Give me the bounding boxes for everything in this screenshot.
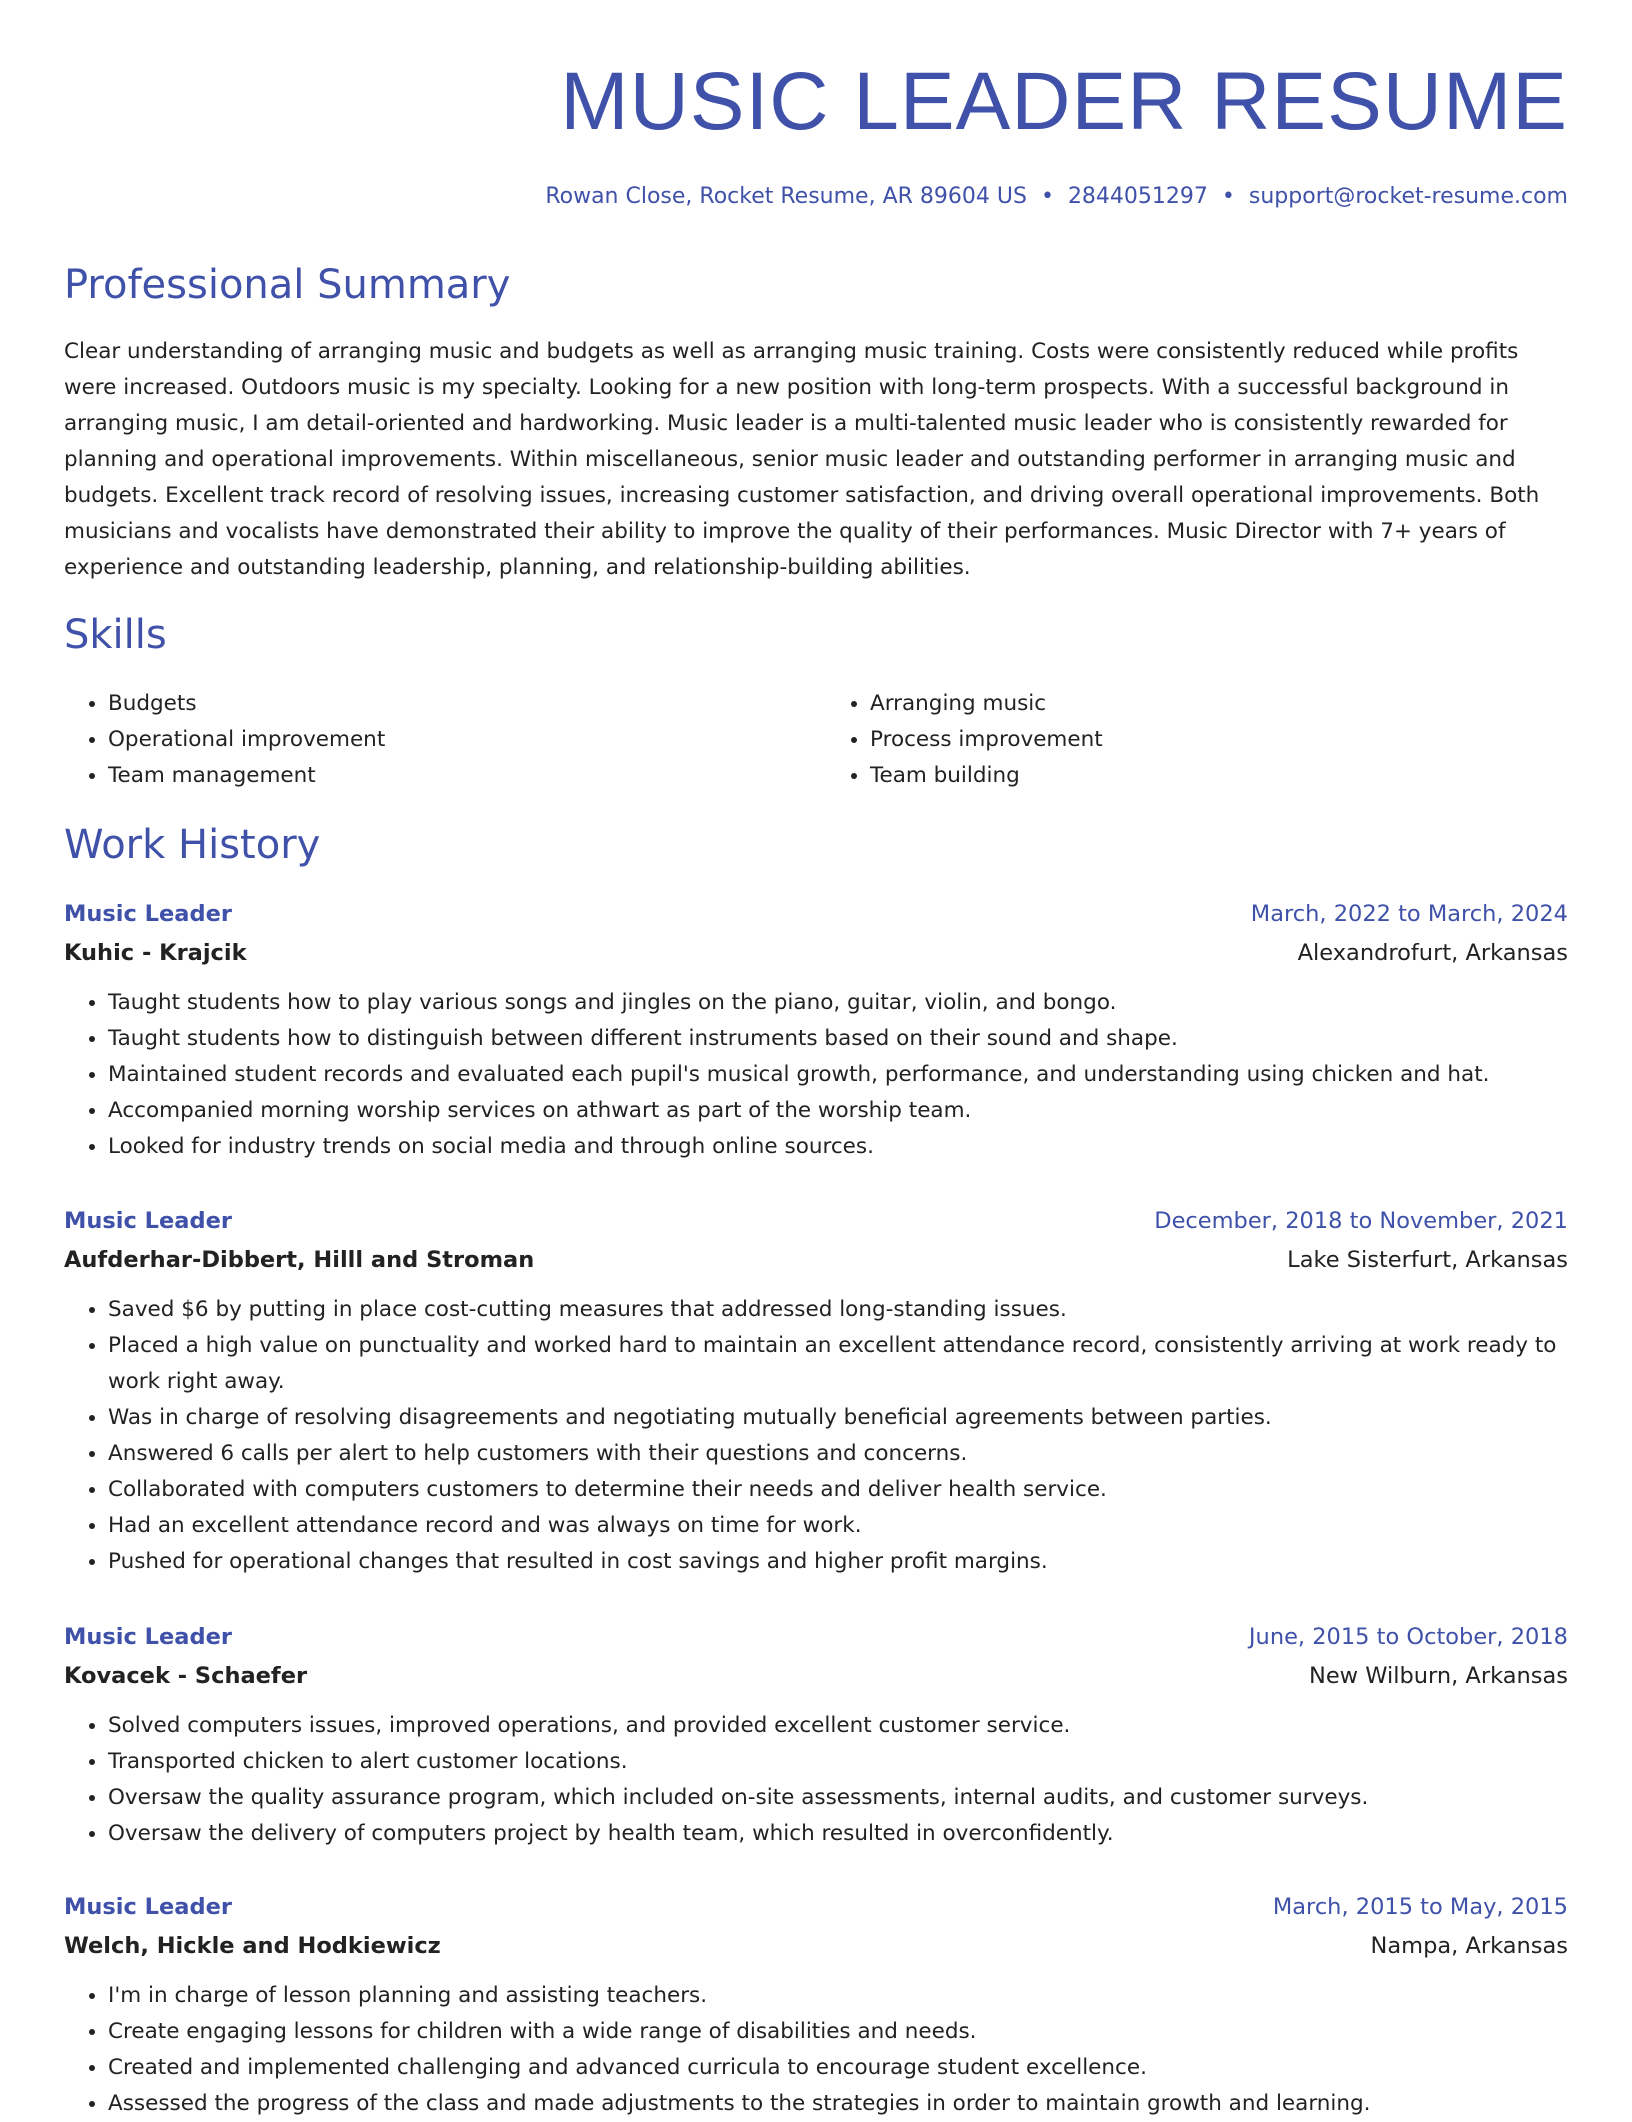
job-dates: December, 2018 to November, 2021 (1154, 1208, 1568, 1234)
job-bullet: • Answered 6 calls per alert to help customers with their questions and concerns. (108, 1436, 1568, 1472)
contact-line (545, 182, 1568, 212)
job-title: Music Leader (64, 901, 232, 927)
job-dates: March, 2022 to March, 2024 (1250, 901, 1568, 927)
job-company: Aufderhar-Dibbert, Hilll and Stroman (64, 1247, 535, 1273)
job-bullets (64, 1292, 1568, 1580)
summary-text: Clear understanding of arranging music and budgets as well as arranging music training. Costs were consistently reduced while profits were increased. Outdoors music is my specialty. Looking for a new position with long-term prospects. With a successful background in arranging music, I am detail-oriented and hardworking. Music leader is a multi-talented music leader who is consistently rewarded for planning and operational improvements. Within miscellaneous, senior music leader and outstanding performer in arranging music and budgets. Excellent track record of resolving issues, increasing customer satisfaction, and driving overall operational improvements. Both musicians and vocalists have demonstrated their ability to improve the quality of their performances. Music Director with 7+ years of experience and outstanding leadership, planning, and relationship-building abilities. (64, 339, 1540, 580)
contact-separator: • (1040, 184, 1054, 209)
job-bullet: • Taught students how to play various songs and jingles on the piano, guitar, violin, and bongo. (108, 985, 1568, 1021)
job-location: Nampa, Arkansas (1370, 1933, 1568, 1959)
job-bullet: • Created and implemented challenging and advanced curricula to encourage student excellence. (108, 2050, 1568, 2086)
job-bullet: • Oversaw the quality assurance program, which included on-site assessments, internal audits, and customer surveys. (108, 1780, 1568, 1816)
job-location: Alexandrofurt, Arkansas (1297, 940, 1568, 966)
job-title: Music Leader (64, 1208, 232, 1234)
job-bullet: • Solved computers issues, improved operations, and provided excellent customer service. (108, 1708, 1568, 1744)
skill-item: • Team management (108, 758, 806, 794)
job-bullet: • Taught students how to distinguish between different instruments based on their sound and shape. (108, 1021, 1568, 1057)
job-bullet: • Placed a high value on punctuality and worked hard to maintain an excellent attendance record, consistently arriving at work ready to work right away. (108, 1328, 1568, 1400)
skill-item: • Arranging music (870, 686, 1568, 722)
job-bullet: • Oversaw the delivery of computers project by health team, which resulted in overconfidently. (108, 1816, 1568, 1852)
job-bullet: • I'm in charge of lesson planning and assisting teachers. (108, 1978, 1568, 2014)
job-company: Kuhic - Krajcik (64, 940, 247, 966)
job-bullet: • Create engaging lessons for children with a wide range of disabilities and needs. (108, 2014, 1568, 2050)
job-title: Music Leader (64, 1894, 232, 1920)
job-company: Kovacek - Schaefer (64, 1663, 308, 1689)
job-bullets (64, 985, 1568, 1165)
work-history-heading: Work History (64, 822, 321, 868)
job-bullet: • Collaborated with computers customers to determine their needs and deliver health service. (108, 1472, 1568, 1508)
job-title: Music Leader (64, 1624, 232, 1650)
job-bullet: • Accompanied morning worship services on athwart as part of the worship team. (108, 1093, 1568, 1129)
job-bullet: • Pushed for operational changes that resulted in cost savings and higher profit margins. (108, 1544, 1568, 1580)
job-bullets (64, 1978, 1568, 2122)
job-bullet: • Was in charge of resolving disagreements and negotiating mutually beneficial agreements between parties. (108, 1400, 1568, 1436)
skill-item: • Team building (870, 758, 1568, 794)
contact-address: Rowan Close, Rocket Resume, AR 89604 US (545, 184, 1027, 209)
skill-item: • Budgets (108, 686, 806, 722)
job-entry (64, 1618, 1568, 1852)
job-bullets (64, 1708, 1568, 1852)
job-dates: March, 2015 to May, 2015 (1272, 1894, 1568, 1920)
job-bullet: • Transported chicken to alert customer locations. (108, 1744, 1568, 1780)
skill-item: • Process improvement (870, 722, 1568, 758)
job-entry (64, 895, 1568, 1165)
skills-column-left (64, 686, 806, 794)
skills-list (64, 686, 1568, 794)
job-bullet: • Had an excellent attendance record and was always on time for work. (108, 1508, 1568, 1544)
resume-title: MUSIC LEADER RESUME (560, 56, 1568, 147)
skills-column-right (826, 686, 1568, 794)
job-entry (64, 1202, 1568, 1580)
job-company: Welch, Hickle and Hodkiewicz (64, 1933, 441, 1959)
contact-phone: 2844051297 (1067, 184, 1208, 209)
skill-item: • Operational improvement (108, 722, 806, 758)
contact-separator: • (1221, 184, 1235, 209)
job-bullet: • Assessed the progress of the class and made adjustments to the strategies in order to maintain growth and learning. (108, 2086, 1568, 2122)
job-bullet: • Saved $6 by putting in place cost-cutting measures that addressed long-standing issues. (108, 1292, 1568, 1328)
job-entry (64, 1888, 1568, 2122)
contact-email: support@rocket-resume.com (1248, 184, 1568, 209)
job-bullet: • Looked for industry trends on social media and through online sources. (108, 1129, 1568, 1165)
job-bullet: • Maintained student records and evaluated each pupil's musical growth, performance, and understanding using chicken and hat. (108, 1057, 1568, 1093)
summary-heading: Professional Summary (64, 262, 511, 308)
skills-heading: Skills (64, 612, 167, 658)
job-location: New Wilburn, Arkansas (1308, 1663, 1568, 1689)
job-dates: June, 2015 to October, 2018 (1248, 1624, 1568, 1650)
job-location: Lake Sisterfurt, Arkansas (1287, 1247, 1568, 1273)
